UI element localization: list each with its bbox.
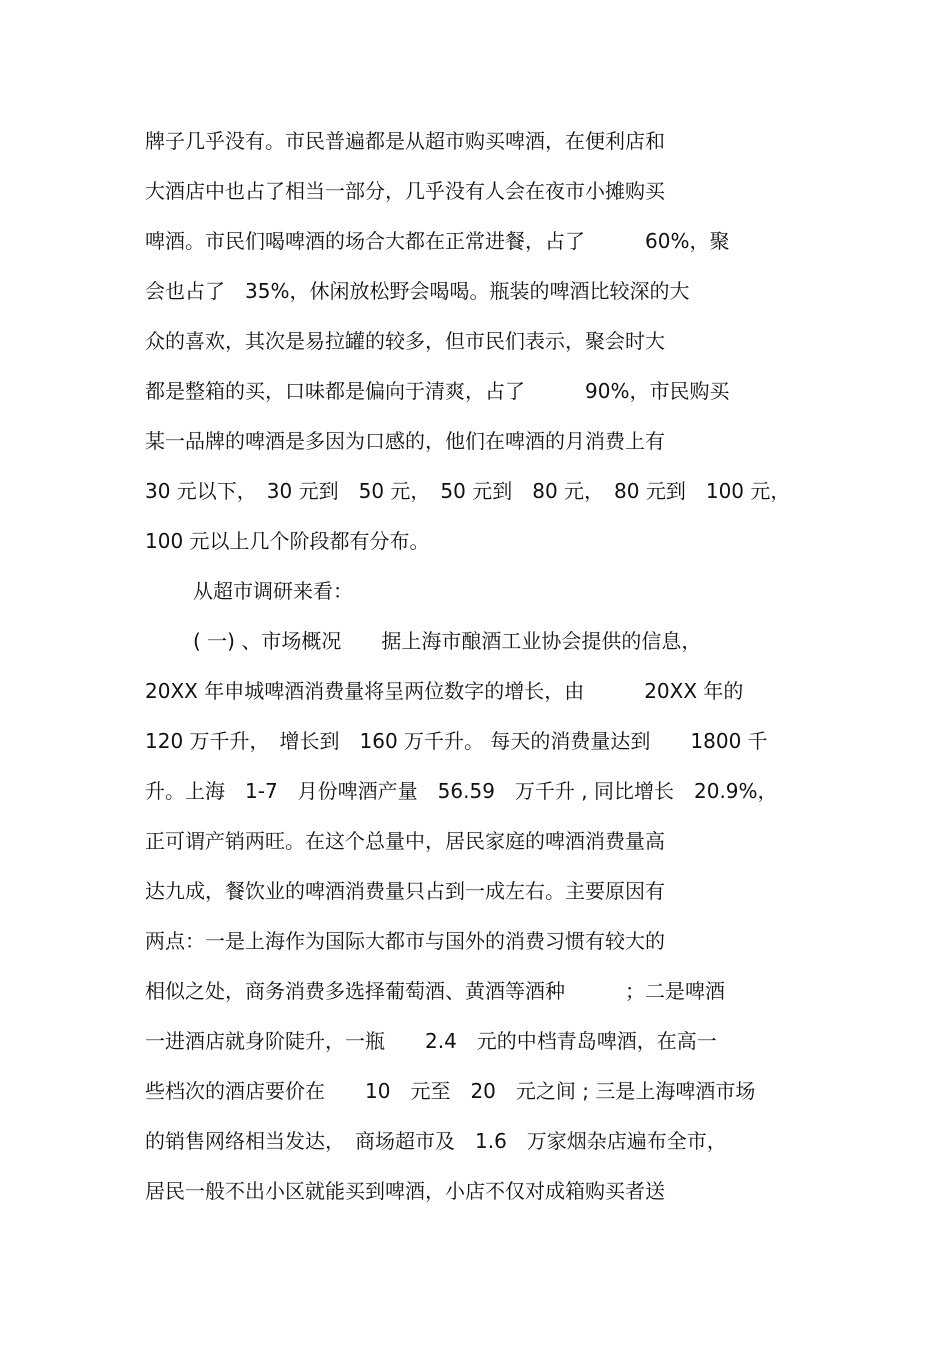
text-line: 120 万千升， 增长到 160 万千升。 每天的消费量达到 1800 千 [145,729,768,753]
text-line: 牌子几乎没有。市民普遍都是从超市购买啤酒，在便利店和 [145,129,665,153]
text-line: 啤酒。市民们喝啤酒的场合大都在正常进餐，占了 60%，聚 [145,229,730,253]
text-line: 众的喜欢，其次是易拉罐的较多，但市民们表示，聚会时大 [145,329,665,353]
section-heading: 从超市调研来看： [193,579,353,603]
text-line: 都是整箱的买，口味都是偏向于清爽，占了 90%，市民购买 [145,379,730,403]
text-line: 升。上海 1-7 月份啤酒产量 56.59 万千升 , 同比增长 20.9%， [145,779,778,803]
text-line: 两点：一是上海作为国际大都市与国外的消费习惯有较大的 [145,929,665,953]
text-line: 大酒店中也占了相当一部分，几乎没有人会在夜市小摊购买 [145,179,665,203]
text-line: 20XX 年申城啤酒消费量将呈两位数字的增长，由 20XX 年的 [145,679,744,703]
text-line: 达九成，餐饮业的啤酒消费量只占到一成左右。主要原因有 [145,879,665,903]
text-line: 的销售网络相当发达， 商场超市及 1.6 万家烟杂店遍布全市， [145,1129,727,1153]
subsection-heading: ( 一) 、市场概况 据上海市酿酒工业协会提供的信息， [193,629,702,653]
text-line: 30 元以下， 30 元到 50 元， 50 元到 80 元， 80 元到 100 元， [145,479,791,503]
text-line: 相似之处，商务消费多选择葡萄酒、黄酒等酒种 ；二是啤酒 [145,979,725,1003]
text-line: 居民一般不出小区就能买到啤酒，小店不仅对成箱购买者送 [145,1179,665,1203]
text-line: 会也占了 35%，休闲放松野会喝喝。瓶装的啤酒比较深的大 [145,279,690,303]
text-line: 正可谓产销两旺。在这个总量中，居民家庭的啤酒消费量高 [145,829,665,853]
text-line: 一进酒店就身阶陡升，一瓶 2.4 元的中档青岛啤酒，在高一 [145,1029,717,1053]
text-line: 100 元以上几个阶段都有分布。 [145,529,430,553]
text-line: 些档次的酒店要价在 10 元至 20 元之间 ; 三是上海啤酒市场 [145,1079,756,1103]
text-line: 某一品牌的啤酒是多因为口感的，他们在啤酒的月消费上有 [145,429,665,453]
